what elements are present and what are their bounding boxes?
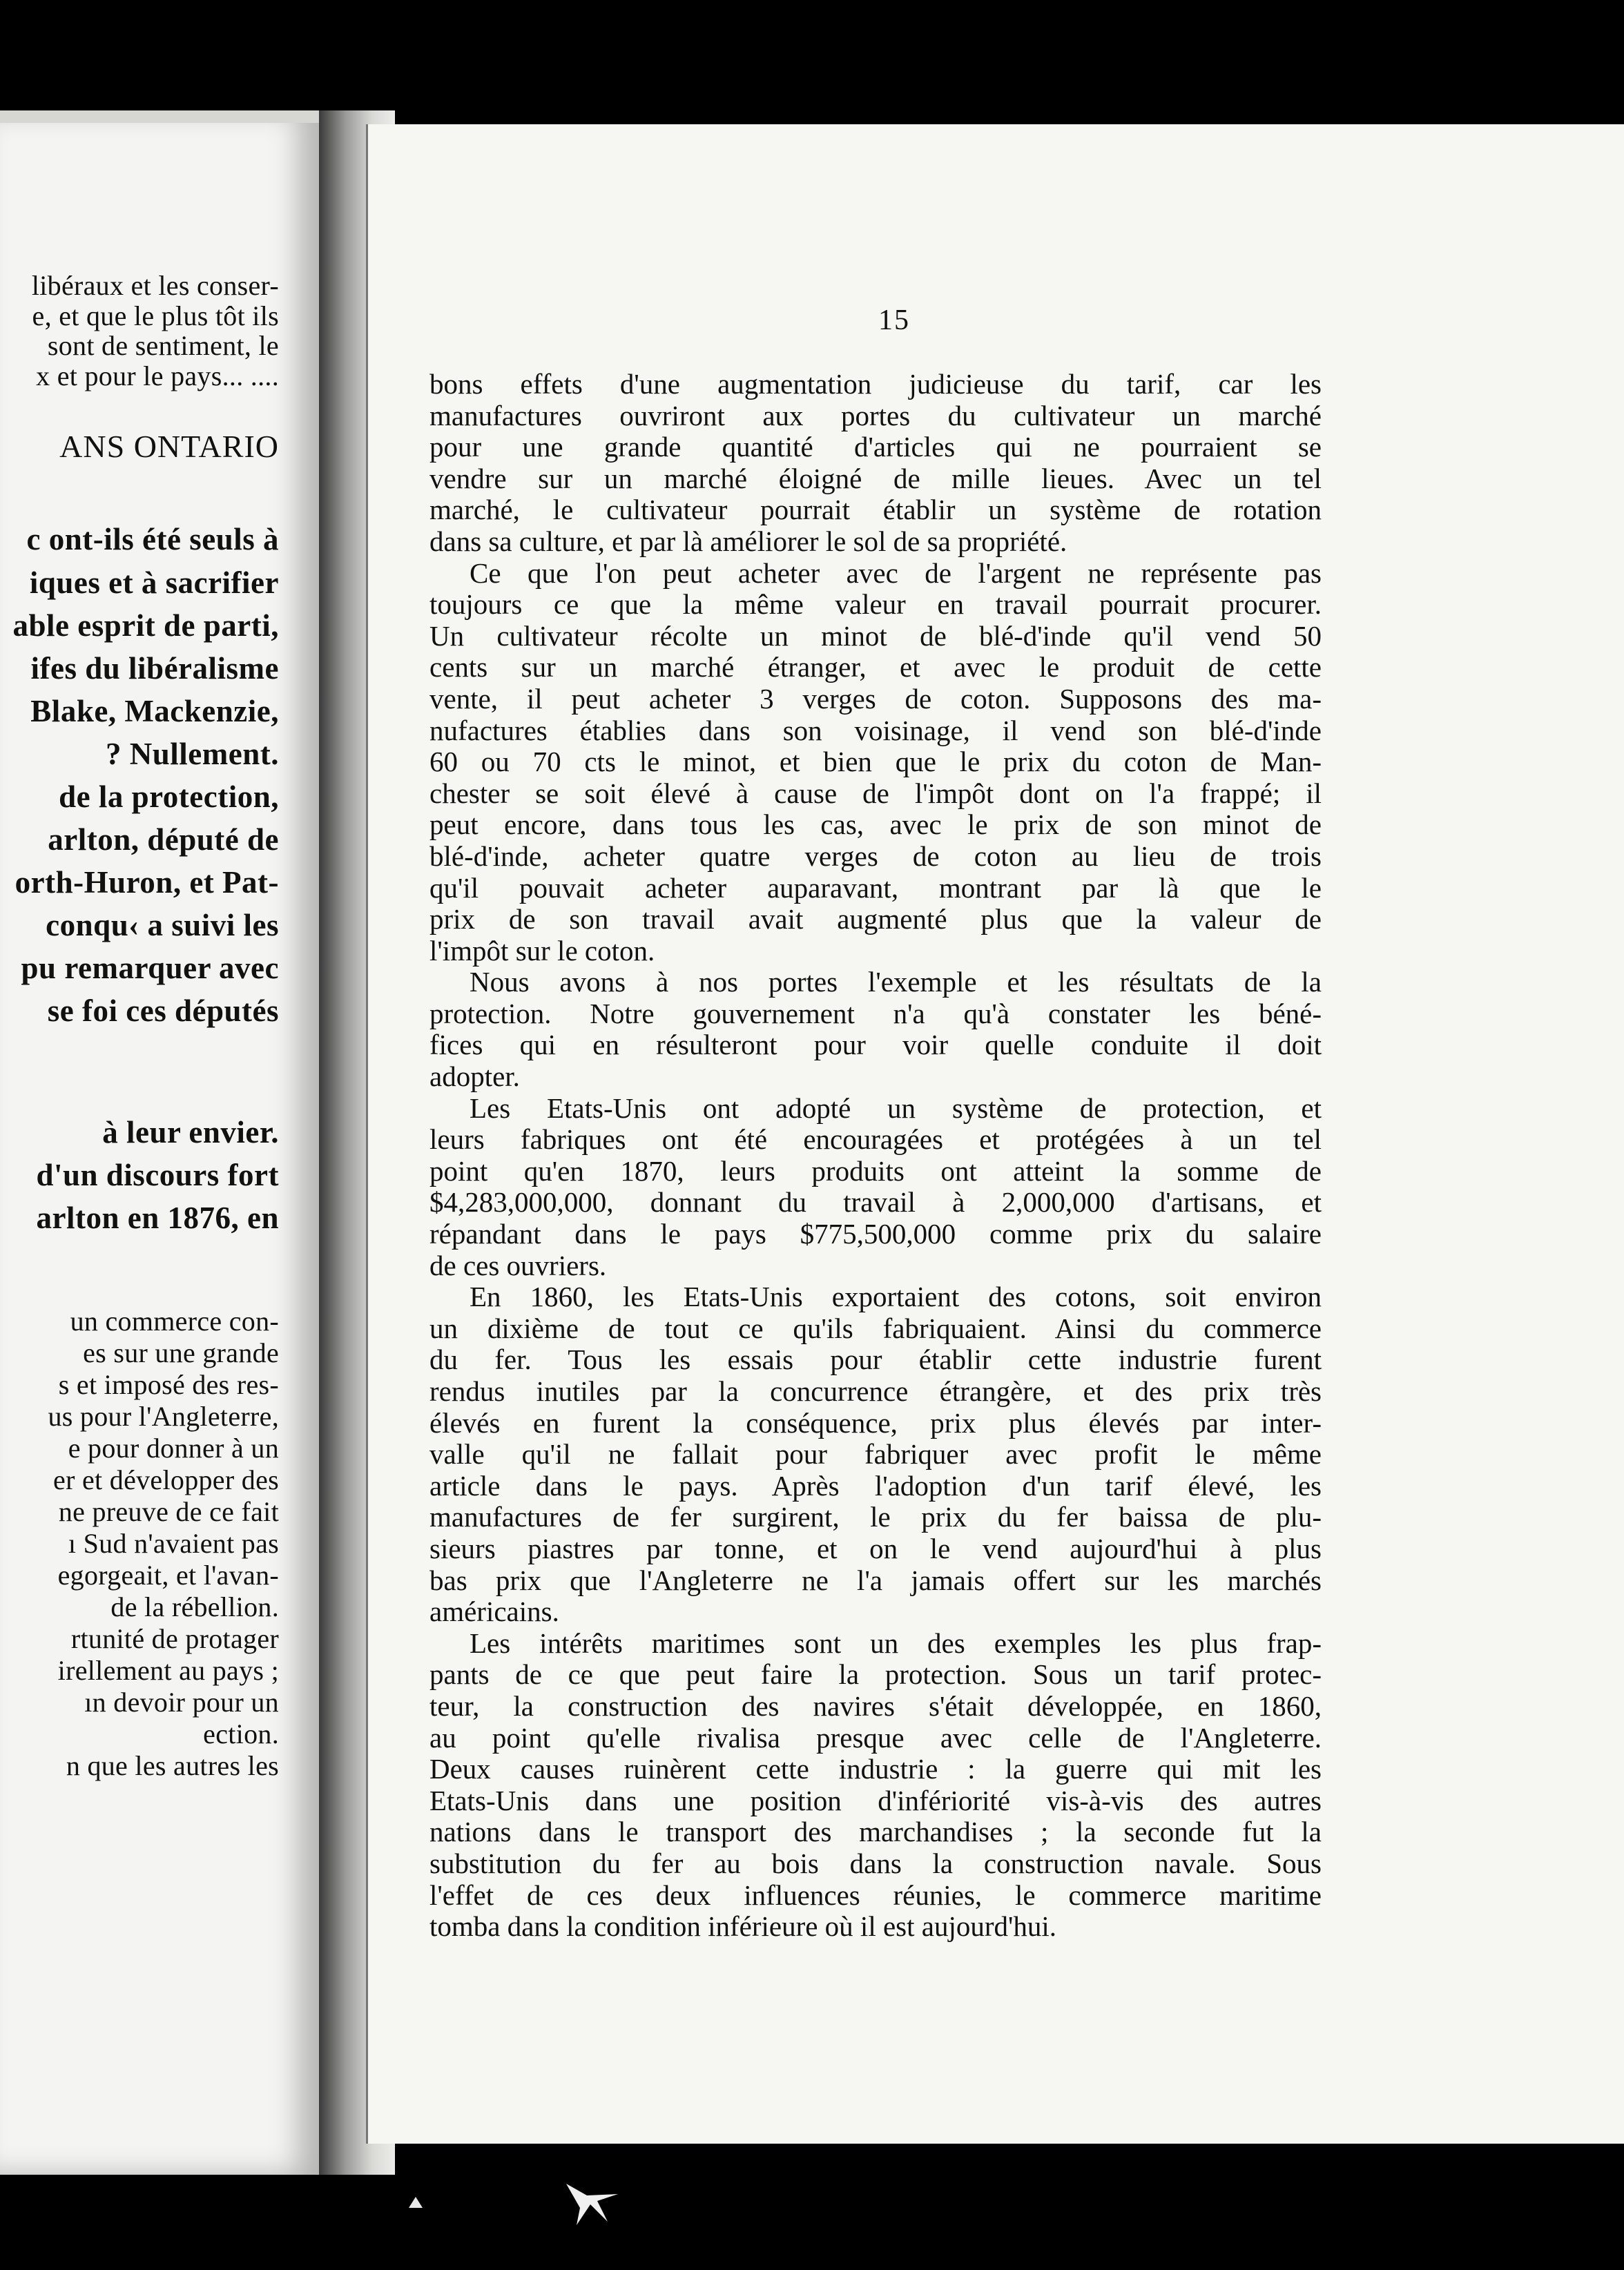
left-page-line: libéraux et les conser- — [31, 270, 279, 301]
left-page-line: de la protection, — [59, 779, 279, 814]
left-page-line: rtunité de protager — [70, 1623, 279, 1654]
text-line: nufactures établies dans son voisinage, il vend son blé-d'inde — [429, 714, 1322, 746]
text-line: qu'il pouvait acheter auparavant, montrant par là que le — [429, 871, 1322, 904]
text-line: 60 ou 70 cts le minot, et bien que le prix du coton de Man- — [429, 746, 1322, 778]
text-line: bons effets d'une augmentation judicieuse du tarif, car les — [429, 368, 1322, 400]
text-line: Nous avons à nos portes l'exemple et les résultats de la — [470, 966, 1322, 998]
text-line: valle qu'il ne fallait pour fabriquer avec profit le même — [429, 1438, 1322, 1471]
text-line: Ce que l'on peut acheter avec de l'argent ne représente pas — [470, 556, 1322, 589]
left-page-line: sont de sentiment, le — [47, 330, 279, 361]
text-line: chester se soit élevé à cause de l'impôt dont on l'a frappé; il — [429, 777, 1322, 809]
text-line: substitution du fer au bois dans la construction navale. Sous — [429, 1847, 1322, 1879]
text-line: l'effet de ces deux influences réunies, le commerce maritime — [429, 1879, 1322, 1911]
text-line: fices qui en résulteront pour voir quelle conduite il doit — [429, 1029, 1322, 1061]
text-line: article dans le pays. Après l'adoption d'un tarif élevé, les — [429, 1469, 1322, 1502]
left-page-line: c ont-ils été seuls à — [26, 522, 279, 556]
left-page-line: de la rébellion. — [110, 1591, 279, 1622]
text-line: teur, la construction des navires s'était développée, en 1860, — [429, 1689, 1322, 1722]
text-line: vendre sur un marché éloigné de mille lieues. Avec un tel — [429, 462, 1322, 494]
text-line: manufactures de fer surgirent, le prix du fer baissa de plu- — [429, 1501, 1322, 1533]
left-page-line: ı Sud n'avaient pas — [68, 1528, 279, 1559]
text-line: Les intérêts maritimes sont un des exemples les plus frap- — [470, 1627, 1322, 1659]
left-page-line: ın devoir pour un — [84, 1687, 279, 1718]
left-page-line: able esprit de parti, — [12, 608, 279, 643]
left-page-line: ection. — [203, 1718, 279, 1749]
left-page-line: n que les autres les — [66, 1750, 279, 1781]
text-line: $4,283,000,000, donnant du travail à 2,000,000 d'artisans, et — [429, 1186, 1322, 1219]
left-page-line: Blake, Mackenzie, — [30, 694, 279, 728]
left-page-line: es sur une grande — [83, 1337, 279, 1368]
left-page-line: s et imposé des res- — [58, 1369, 279, 1400]
text-line: point qu'en 1870, leurs produits ont atteint la somme de — [429, 1154, 1322, 1187]
page-body-text — [429, 369, 1322, 1943]
text-line: Deux causes ruinèrent cette industrie : la guerre qui mit les — [429, 1753, 1322, 1785]
text-line: de ces ouvriers. — [429, 1249, 607, 1281]
text-line: adopter. — [429, 1060, 520, 1093]
left-page-line: e, et que le plus tôt ils — [32, 300, 279, 331]
text-line: tomba dans la condition inférieure où il est aujourd'hui. — [429, 1910, 1057, 1943]
text-line: En 1860, les Etats-Unis exportaient des cotons, soit environ — [470, 1281, 1322, 1313]
left-page-line: e pour donner à un — [68, 1433, 279, 1464]
left-page-line: pu remarquer avec — [21, 951, 279, 985]
left-page-line: us pour l'Angleterre, — [48, 1401, 279, 1432]
left-page-line: un commerce con- — [70, 1306, 279, 1337]
text-line: l'impôt sur le coton. — [429, 934, 655, 967]
left-page-line: orth-Huron, et Pat- — [14, 865, 279, 900]
scan-speck-icon — [407, 2194, 424, 2211]
text-line: dans sa culture, et par là améliorer le sol de sa propriété. — [429, 525, 1067, 557]
text-line: du fer. Tous les essais pour établir cette industrie furent — [429, 1343, 1322, 1376]
text-line: au point qu'elle rivalisa presque avec celle de l'Angleterre. — [429, 1721, 1322, 1754]
text-line: un dixième de tout ce qu'ils fabriquaient. Ainsi du commerce — [429, 1312, 1322, 1344]
left-page-line: egorgeait, et l'avan- — [57, 1560, 279, 1591]
left-page-line: ifes du libéralisme — [30, 651, 279, 686]
text-line: Un cultivateur récolte un minot de blé-d'inde qu'il vend 50 — [429, 619, 1322, 652]
left-page-line: x et pour le pays... .... — [36, 360, 279, 391]
text-line: prix de son travail avait augmenté plus que la valeur de — [429, 903, 1322, 935]
text-line: cents sur un marché étranger, et avec le produit de cette — [429, 651, 1322, 683]
text-line: élevés en furent la conséquence, prix plus élevés par inter- — [429, 1406, 1322, 1439]
page-number: 15 — [878, 304, 910, 336]
text-line: marché, le cultivateur pourrait établir un système de rotation — [429, 494, 1322, 526]
left-page-line: arlton en 1876, en — [36, 1201, 279, 1235]
left-page-line: arlton, député de — [48, 822, 279, 857]
body-paragraph — [429, 369, 1322, 558]
left-page-line: se foi ces députés — [47, 993, 279, 1028]
left-page-line: ne preuve de ce fait — [58, 1496, 279, 1527]
text-line: nations dans le transport des marchandises ; la seconde fut la — [429, 1816, 1322, 1848]
text-line: bas prix que l'Angleterre ne l'a jamais offert sur les marchés — [429, 1564, 1322, 1596]
body-paragraph — [429, 1093, 1322, 1282]
left-page-top-edge — [0, 110, 319, 123]
left-page-line: ? Nullement. — [106, 737, 279, 771]
left-page — [0, 110, 319, 2175]
scan-artifact-icon — [559, 2180, 621, 2229]
text-line: peut encore, dans tous les cas, avec le prix de son minot de — [429, 808, 1322, 841]
text-line: Les Etats-Unis ont adopté un système de protection, et — [470, 1092, 1322, 1124]
body-paragraph — [429, 1281, 1322, 1628]
left-page-line: irellement au pays ; — [57, 1655, 279, 1686]
text-line: sieurs piastres par tonne, et on le vend aujourd'hui à plus — [429, 1532, 1322, 1564]
text-line: protection. Notre gouvernement n'a qu'à constater les béné- — [429, 997, 1322, 1029]
text-line: vente, il peut acheter 3 verges de coton. Supposons des ma- — [429, 682, 1322, 715]
text-line: répandant dans le pays $775,500,000 comme prix du salaire — [429, 1218, 1322, 1250]
text-line: rendus inutiles par la concurrence étrangère, et des prix très — [429, 1375, 1322, 1407]
body-paragraph — [429, 558, 1322, 967]
text-line: pour une grande quantité d'articles qui ne pourraient se — [429, 431, 1322, 463]
text-line: manufactures ouvriront aux portes du cultivateur un marché — [429, 399, 1322, 431]
text-line: américains. — [429, 1595, 559, 1628]
left-page-line: conqu‹ a suivi les — [46, 908, 279, 942]
text-line: pants de ce que peut faire la protection. Sous un tarif protec- — [429, 1658, 1322, 1691]
body-paragraph — [429, 967, 1322, 1092]
left-page-heading: ANS ONTARIO — [59, 429, 279, 464]
left-page-line: d'un discours fort — [36, 1158, 279, 1192]
text-line: Etats-Unis dans une position d'infériorité vis-à-vis des autres — [429, 1784, 1322, 1816]
body-paragraph — [429, 1628, 1322, 1943]
text-line: toujours ce que la même valeur en travail pourrait procurer. — [429, 588, 1322, 621]
left-page-line: à leur envier. — [102, 1115, 279, 1149]
left-page-line: iques et à sacrifier — [29, 565, 279, 600]
text-line: leurs fabriques ont été encouragées et protégées à un tel — [429, 1123, 1322, 1156]
text-line: blé-d'inde, acheter quatre verges de coton au lieu de trois — [429, 840, 1322, 872]
left-page-line: er et développer des — [53, 1464, 279, 1495]
